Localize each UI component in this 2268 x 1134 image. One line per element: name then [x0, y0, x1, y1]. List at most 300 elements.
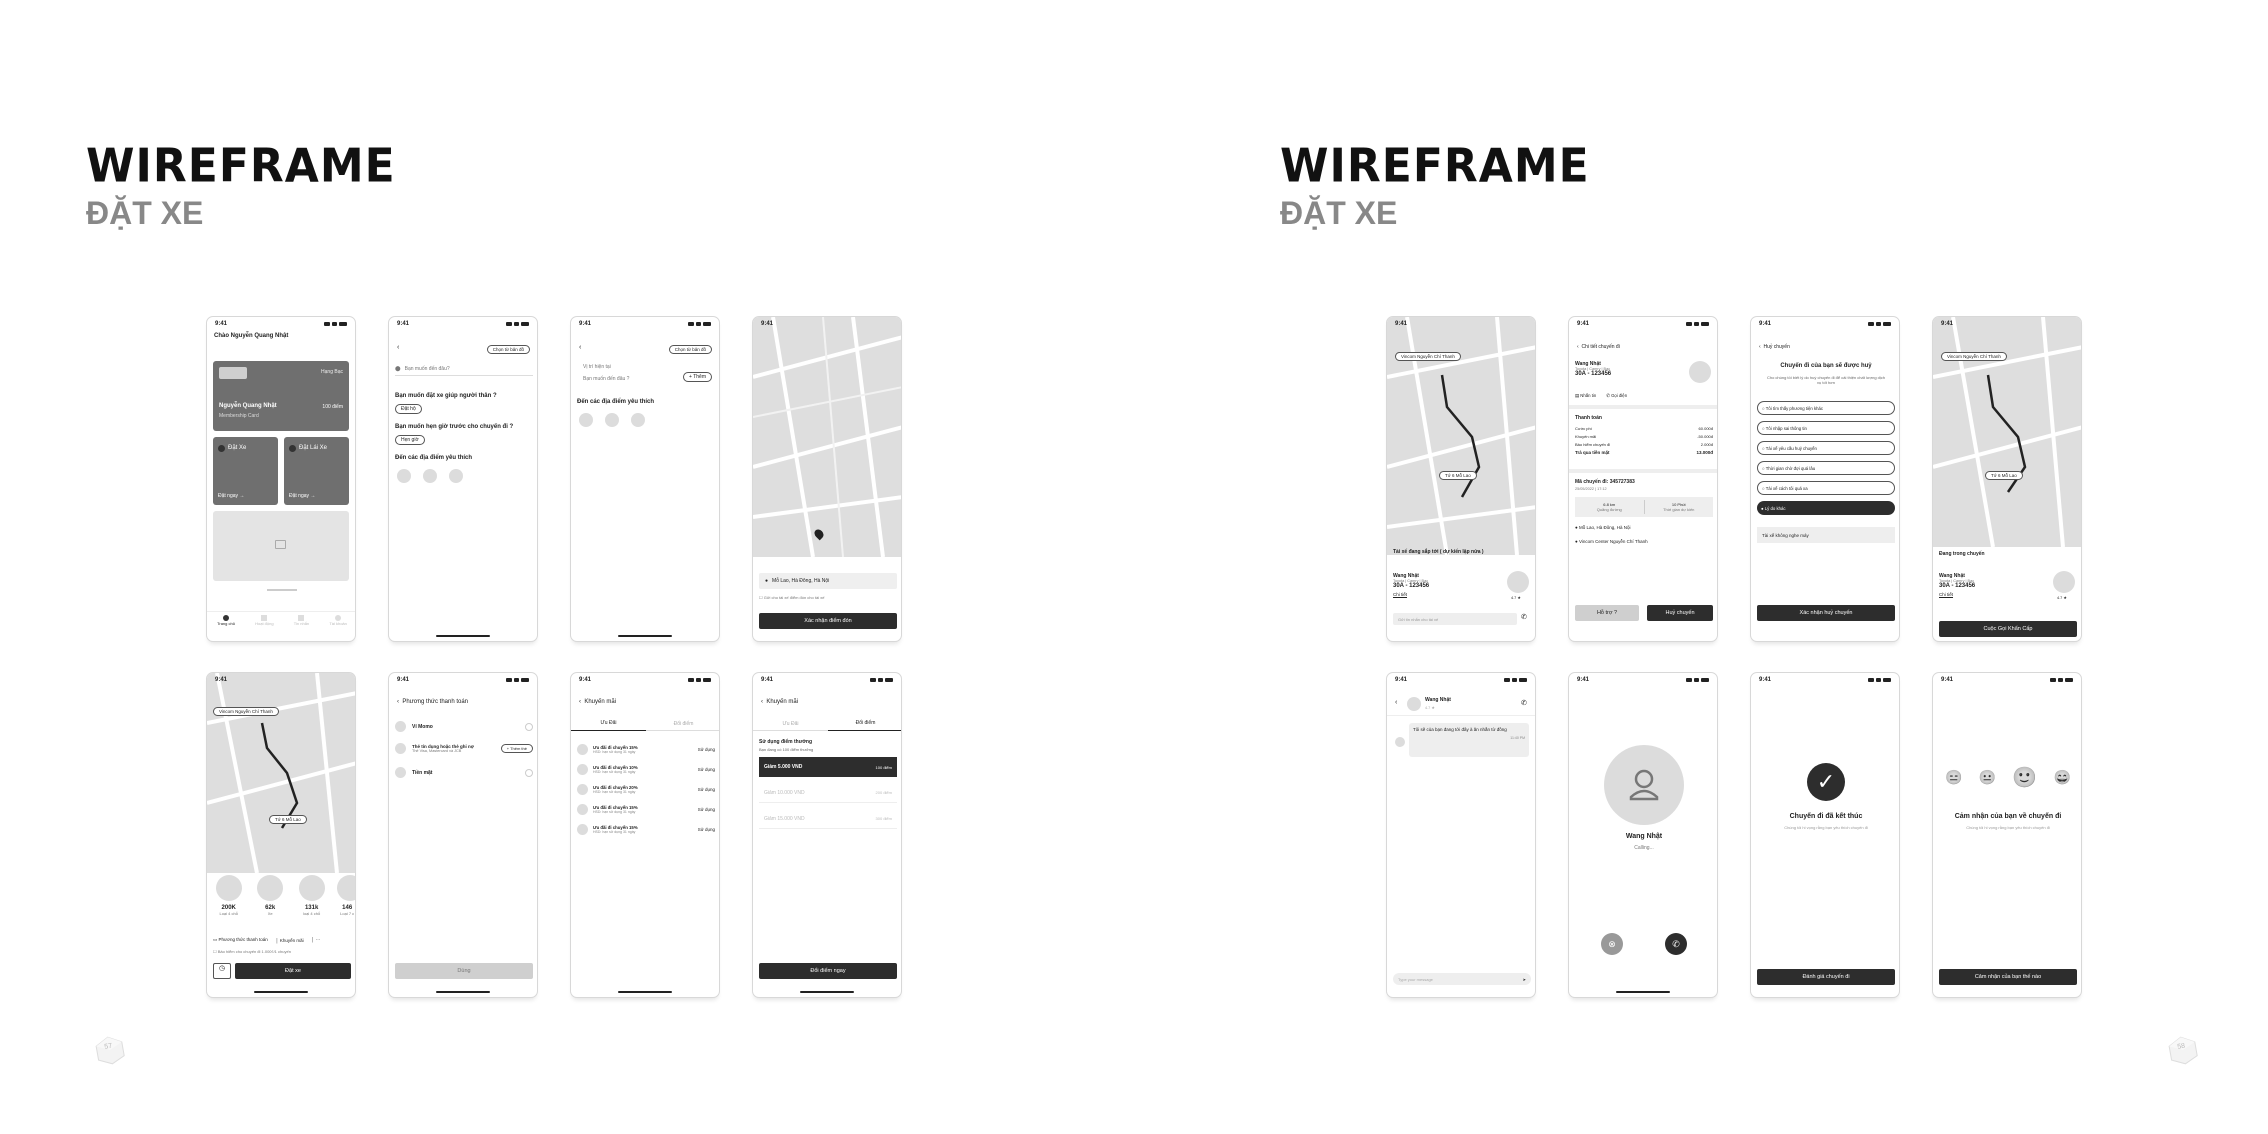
status-time: 9:41 [215, 321, 228, 327]
booking-options [213, 937, 320, 943]
work-place-icon[interactable] [605, 413, 619, 427]
payment-option-label: Phương thức thanh toán [218, 937, 268, 942]
favorites-heading: Đến các địa điểm yêu thích [395, 455, 473, 461]
message-time: 11:40 PM [1510, 736, 1525, 740]
reason-label: Thời gian chờ đợi quá lâu [1765, 465, 1816, 471]
total-label: Trả qua tiền mặt [1575, 450, 1610, 455]
origin-chip[interactable]: Vincom Nguyễn Chí Thanh [1941, 352, 2007, 361]
detail-header [1577, 344, 1620, 350]
fee-value: -50.000đ [1697, 433, 1713, 439]
driver-info [1393, 573, 1429, 597]
reason-label: Tôi nhập sai thông tin [1765, 425, 1807, 431]
status-time: 9:41 [1395, 321, 1408, 327]
driver-avatar [2053, 571, 2075, 593]
back-icon[interactable]: ‹ [761, 699, 763, 705]
reason-option[interactable]: ○ Tôi nhập sai thông tin [1757, 421, 1895, 435]
emoji-expressionless-icon[interactable]: 😑 [1945, 769, 1963, 785]
status-time: 9:41 [215, 677, 228, 683]
confirm-pickup-button[interactable]: Xác nhận điểm đón [759, 613, 897, 629]
vehicle-option[interactable] [213, 875, 244, 916]
emoji-happy-icon[interactable]: 😄 [2053, 769, 2071, 785]
map-view[interactable] [207, 673, 356, 873]
back-icon[interactable]: ‹ [1759, 344, 1761, 350]
back-icon[interactable]: ‹ [397, 344, 400, 351]
cancel-trip-button[interactable]: Huỷ chuyến [1647, 605, 1713, 621]
book-for-other-chip[interactable]: Đặt hộ [395, 404, 422, 414]
left-title: WIREFRAME [86, 139, 396, 194]
vehicle-option[interactable] [337, 875, 356, 916]
vehicle-type: Xe [267, 911, 273, 916]
member-name: Nguyễn Quang Nhật [219, 403, 277, 409]
redeem-option-points: 200 điểm [875, 790, 892, 795]
done-sub: Chúng tôi hi vọng rằng bạn yêu thích chuyến đi [1784, 825, 1868, 830]
emergency-call-button[interactable]: Cuộc Gọi Khẩn Cấp [1939, 621, 2077, 637]
message-placeholder: Type your message [1398, 976, 1433, 982]
emoji-smile-icon[interactable]: 🙂 [2012, 767, 2038, 789]
right-title: WIREFRAME [1280, 139, 1590, 194]
promo-item-sub: HSD: hạn sử dụng 31 ngày [593, 809, 636, 814]
tab-activity-label: Hoạt động [255, 621, 274, 626]
driver-icon [289, 445, 296, 452]
pin-icon: ● [765, 578, 769, 584]
membership-card[interactable] [213, 361, 349, 431]
promo-list [577, 739, 715, 839]
status-time: 9:41 [1941, 677, 1954, 683]
route-screen [570, 316, 720, 642]
vehicle-price: 146 [342, 905, 353, 911]
car-icon [218, 445, 225, 452]
cancel-heading: Chuyến đi của bạn sẽ được huỷ [1780, 363, 1872, 369]
redeem-title: Khuyến mãi [766, 699, 799, 705]
status-icons [1686, 678, 1709, 682]
call-screen [1568, 672, 1718, 998]
right-subtitle: ĐẶT XE [1280, 195, 1398, 231]
detail-link[interactable]: Chi tiết [1393, 592, 1408, 597]
back-icon[interactable]: ‹ [1577, 344, 1579, 350]
add-stop-button[interactable]: + Thêm [683, 372, 712, 382]
trip-from: ● Mỗ Lao, Hà Đông, Hà Nội [1575, 525, 1631, 530]
promo-header [579, 699, 616, 705]
map-view[interactable] [753, 317, 902, 557]
confirm-cancel-button[interactable]: Xác nhận huỷ chuyến [1757, 605, 1895, 621]
use-promo-button[interactable]: Sử dụng [697, 786, 715, 792]
destination-chip[interactable]: Tớ 6 Mỗ Lao [1985, 471, 2023, 480]
status-time: 9:41 [1395, 677, 1408, 683]
phone-icon[interactable]: ✆ [1521, 700, 1527, 707]
status-time: 9:41 [579, 677, 592, 683]
status-time: 9:41 [397, 677, 410, 683]
promo-item[interactable] [577, 779, 715, 799]
left-subtitle: ĐẶT XE [86, 195, 204, 231]
check-icon: ✓ [1807, 763, 1845, 801]
promo-item-title: Ưu đãi đi chuyến 15% [593, 744, 638, 750]
service-car-label: Đặt Xe [228, 445, 247, 451]
trip-to-text: Vincom Center Nguyễn Chí Thanh [1578, 539, 1648, 544]
redeem-screen [752, 672, 902, 998]
payment-option[interactable]: ▭ Phương thức thanh toán [213, 937, 268, 942]
status-icons [870, 678, 893, 682]
message-input[interactable] [1393, 973, 1531, 985]
promo-option[interactable]: │ Khuyến mãi [275, 937, 304, 943]
cancel-screen [1750, 316, 1900, 642]
status-icons [506, 678, 529, 682]
other-reason-text: Tài xế không nghe máy [1762, 532, 1809, 538]
status-icons [688, 322, 711, 326]
driver-avatar [1689, 361, 1711, 383]
promo-item-title: Ưu đãi đi chuyến 15% [593, 824, 638, 830]
tab-redeem[interactable]: Đổi điểm [673, 720, 694, 727]
detail-link[interactable]: Chi tiết [1939, 592, 1954, 597]
chat-rating: 4.7 ★ [1425, 706, 1435, 710]
promo-item[interactable] [577, 799, 715, 819]
tab-home[interactable] [217, 612, 235, 633]
duration-value: 10 Phút [1671, 502, 1686, 507]
tab-activity[interactable] [255, 612, 273, 633]
fee-row [1575, 440, 1713, 448]
schedule-clock-icon[interactable]: ◷ [213, 963, 231, 979]
radio[interactable] [525, 769, 533, 777]
insurance-checkbox[interactable]: ☐ Bảo hiểm cho chuyến đi 1.000₫/1 chuyến [213, 949, 291, 954]
greeting: Chào Nguyễn Quang Nhật [214, 333, 289, 339]
reason-option-selected[interactable]: ● Lý do khác [1757, 501, 1895, 515]
reason-option[interactable]: ○ Tài xế cách tôi quá xa [1757, 481, 1895, 495]
driver-car: Toyota | Camry | Bạc [1393, 579, 1429, 583]
chat-name: Wang Nhật [1425, 697, 1451, 703]
sender-avatar [1395, 737, 1405, 747]
status-icons [688, 678, 711, 682]
driver-info [1939, 573, 1975, 597]
vehicle-price: 62k [265, 905, 276, 911]
redeem-option[interactable] [759, 783, 897, 803]
redeem-option[interactable] [759, 809, 897, 829]
driver-rating: 4.7 ★ [2057, 596, 2067, 600]
fee-label: Khuyến mãi [1575, 433, 1597, 439]
reason-option[interactable]: ○ Tôi tìm thấy phương tiện khác [1757, 401, 1895, 415]
cancel-title: Huỷ chuyến [1763, 344, 1790, 350]
driver-name: Wang Nhật [1575, 361, 1601, 367]
call-label: Gọi điện [1611, 393, 1628, 398]
duration-label: Thời gian dự kiến [1663, 507, 1695, 512]
service-driver-label: Đặt Lái Xe [299, 445, 328, 451]
tab-account[interactable] [329, 612, 347, 633]
tab-home-label: Trang chủ [217, 621, 235, 626]
chat-screen [1386, 672, 1536, 998]
promo-item-title: Ưu đãi đi chuyến 20% [593, 784, 638, 790]
submit-rating-button[interactable]: Cảm nhận của bạn thế nào [1939, 969, 2077, 985]
redeem-option-label: Giảm 10.000 VND [764, 789, 805, 796]
vehicle-type: Loại 7 c [340, 911, 355, 916]
status-time: 9:41 [579, 321, 592, 327]
promo-item-sub: HSD: hạn sử dụng 31 ngày [593, 789, 636, 794]
status-time: 9:41 [761, 321, 774, 327]
card-sub: Thẻ Visa, Mastercard và JCB [412, 749, 462, 753]
promo-item[interactable] [577, 739, 715, 759]
home-indicator [254, 991, 308, 994]
payment-screen [388, 672, 538, 998]
driver-car: Toyota | Camry | Bạc [1939, 579, 1975, 583]
home-indicator [1616, 991, 1670, 994]
home-indicator [618, 991, 672, 994]
trip-status: Tài xế đang sắp tới ( dự kiến lập nửa ) [1393, 549, 1484, 555]
message-label: Nhắn tin [1580, 393, 1597, 398]
pickup-address[interactable] [759, 573, 897, 589]
status-time: 9:41 [1941, 321, 1954, 327]
pickup-note[interactable]: ☐ Gửi cho tài xế điểm đón cho tài xế [759, 595, 825, 600]
trip-done-screen [1750, 672, 1900, 998]
use-button[interactable]: Dùng [395, 963, 533, 979]
back-icon[interactable]: ‹ [397, 699, 399, 705]
home-indicator [436, 635, 490, 638]
redeem-heading: Sử dụng điểm thưởng [759, 739, 813, 745]
back-icon[interactable]: ‹ [1395, 699, 1398, 706]
cancel-header [1759, 344, 1790, 350]
radio[interactable] [525, 723, 533, 731]
payment-option-cash[interactable] [395, 767, 533, 778]
emoji-neutral-icon[interactable]: 😐 [1978, 769, 1997, 785]
trip-to: ● Vincom Center Nguyễn Chí Thanh [1575, 539, 1648, 544]
image-placeholder-icon [275, 540, 286, 549]
fee-label: Cước phí [1575, 425, 1592, 431]
cash-label: Tiền mặt [412, 769, 433, 776]
card-label: Thẻ tín dụng hoặc thẻ ghi nợ [412, 744, 474, 749]
bookmark-place-icon[interactable] [631, 413, 645, 427]
card-label: Membership Card [219, 413, 259, 419]
license-plate: 30A - 123456 [1575, 371, 1612, 377]
trip-code: Mã chuyến đi: 345727383 [1575, 479, 1635, 485]
payment-option-momo[interactable] [395, 721, 533, 732]
message-bubble [1409, 723, 1529, 757]
call-status: Calling... [1634, 845, 1654, 851]
reason-option[interactable]: ○ Tài xế yêu cầu huỷ chuyến [1757, 441, 1895, 455]
service-driver-cta[interactable]: Đặt ngay → [289, 493, 316, 499]
reason-option[interactable]: ○ Thời gian chờ đợi quá lâu [1757, 461, 1895, 475]
question-schedule: Bạn muốn hẹn giờ trước cho chuyến đi ? [395, 424, 514, 430]
message-text: Tôi sẽ của bạn đang tới đây à ăn nhắn từ đồng [1413, 727, 1507, 732]
card-icon [395, 743, 406, 754]
pickup-address-text: Mỗ Lao, Hà Đông, Hà Nội [772, 578, 830, 584]
promo-screen [570, 672, 720, 998]
page-number-right: 58 [2176, 1042, 2186, 1051]
message-button[interactable]: ▤ Nhắn tin [1575, 393, 1597, 398]
vehicle-options [213, 875, 356, 916]
home-indicator [800, 991, 854, 994]
status-icons [506, 322, 529, 326]
fee-label: Bảo hiểm chuyến đi [1575, 441, 1611, 447]
trip-stats [1575, 497, 1713, 517]
service-car-cta[interactable]: Đặt ngay → [218, 493, 245, 499]
license-plate: 30A - 123456 [1939, 583, 1976, 589]
destination-placeholder: Bạn muốn đến đâu? [404, 365, 450, 372]
fee-value: 60.000đ [1698, 425, 1713, 431]
book-button[interactable]: Đặt xe [235, 963, 351, 979]
schedule-chip[interactable]: Hẹn giờ [395, 435, 425, 445]
tab-offers[interactable]: Ưu Đãi [571, 717, 646, 731]
tracking-screen [1386, 316, 1536, 642]
use-promo-button[interactable]: Sử dụng [697, 826, 715, 832]
add-card-button[interactable]: + Thêm thẻ [501, 744, 533, 753]
trip-detail-screen [1568, 316, 1718, 642]
status-time: 9:41 [761, 677, 774, 683]
fee-row [1575, 424, 1713, 432]
call-button[interactable]: ✆ Gọi điện [1606, 393, 1628, 398]
caller-name: Wang Nhật [1625, 833, 1663, 840]
origin-chip[interactable]: Vincom Nguyễn Chí Thanh [1395, 352, 1461, 361]
tab-offers[interactable]: Ưu Đãi [782, 720, 799, 727]
tab-messages[interactable] [294, 612, 309, 633]
payment-option-card[interactable] [395, 743, 533, 754]
redeem-tabs [753, 717, 902, 731]
payment-header [397, 699, 468, 705]
route-to[interactable]: Bạn muốn đến đâu ? [583, 376, 630, 382]
page-cube-right [2166, 1033, 2201, 1068]
work-place-icon[interactable] [423, 469, 437, 483]
person-icon [1604, 745, 1684, 825]
destination-chip[interactable]: Tớ 6 Mỗ Lao [269, 815, 307, 824]
divider [1387, 715, 1536, 716]
vehicle-price: 131k [304, 905, 319, 911]
promo-item-sub: HSD: hạn sử dụng 31 ngày [593, 749, 636, 754]
use-promo-button[interactable]: Sử dụng [697, 806, 715, 812]
send-icon[interactable]: ➤ [1522, 976, 1526, 982]
driver-car: Toyota | Camry | Bạc [1575, 367, 1611, 371]
use-promo-button[interactable]: Sử dụng [697, 766, 715, 772]
banner-image[interactable] [213, 511, 349, 581]
status-icons [2050, 678, 2073, 682]
rate-heading: Cảm nhận của bạn về chuyến đi [1954, 813, 2062, 820]
momo-icon [395, 721, 406, 732]
divider [1569, 469, 1718, 473]
page-number-left: 57 [103, 1042, 113, 1051]
map-chip[interactable]: Chọn từ bản đồ [669, 345, 712, 354]
payment-title: Phương thức thanh toán [402, 699, 469, 705]
promo-item[interactable] [577, 819, 715, 839]
favorites-heading: Đến các địa điểm yêu thích [577, 399, 655, 405]
driver-rating: 4.7 ★ [1511, 596, 1521, 600]
emoji-row [1933, 765, 2082, 790]
rate-trip-button[interactable]: Đánh giá chuyến đi [1757, 969, 1895, 985]
destination-input[interactable] [395, 362, 533, 376]
tab-redeem[interactable]: Đổi điểm [828, 717, 902, 731]
chat-input[interactable] [1393, 613, 1517, 625]
pin-icon: ⬤ [395, 365, 401, 372]
redeem-header [761, 699, 798, 705]
destination-chip[interactable]: Tớ 6 Mỗ Lao [1439, 471, 1477, 480]
vehicle-option[interactable] [296, 875, 327, 916]
status-icons [324, 322, 347, 326]
redeem-option[interactable] [759, 757, 897, 777]
trip-date: 25/05/2022 | 17:12 [1575, 487, 1607, 491]
route-from[interactable]: Vị trí hiện tại [583, 364, 611, 370]
status-time: 9:41 [1577, 677, 1590, 683]
promo-title: Khuyến mãi [584, 699, 617, 705]
points-balance: Bạn đang có 100 điểm thưởng [759, 747, 814, 752]
promo-tabs [571, 717, 720, 731]
vehicle-type: loại 4 chỗ [303, 911, 321, 916]
destination-screen [388, 316, 538, 642]
status-time: 9:41 [1759, 321, 1772, 327]
reason-label: Lý do khác [1764, 505, 1786, 511]
redeem-option-points: 100 điểm [875, 764, 892, 770]
carousel-dots [267, 589, 297, 591]
service-driver[interactable] [284, 437, 349, 505]
tab-account-label: Tài khoản [329, 621, 347, 626]
promo-item[interactable] [577, 759, 715, 779]
reason-label: Tài xế cách tôi quá xa [1765, 485, 1808, 491]
detail-title: Chi tiết chuyến đi [1581, 344, 1620, 350]
status-icons [1504, 678, 1527, 682]
bookmark-place-icon[interactable] [449, 469, 463, 483]
more-icon[interactable]: │ ⋯ [311, 937, 321, 942]
status-icons [1868, 678, 1891, 682]
driver-name: Wang Nhật [1393, 573, 1419, 579]
tier: Hạng Bạc [321, 369, 343, 375]
chat-placeholder: Gửi tin nhắn cho tài xế [1398, 616, 1439, 622]
help-button[interactable]: Hỗ trợ ? [1575, 605, 1639, 621]
origin-chip[interactable]: Vincom Nguyễn Chí Thanh [213, 707, 279, 716]
back-icon[interactable]: ‹ [579, 344, 582, 351]
home-place-icon[interactable] [397, 469, 411, 483]
total-value: 13.000đ [1696, 450, 1713, 455]
card-logo [219, 367, 247, 379]
other-reason-input[interactable] [1757, 527, 1895, 543]
bottom-tab-bar [207, 611, 356, 633]
page-cube-left [93, 1033, 128, 1068]
payment-summary [1575, 415, 1713, 457]
status-icons [1686, 322, 1709, 326]
momo-label: Ví Momo [412, 723, 433, 730]
end-call-icon[interactable]: ⊗ [1601, 933, 1623, 955]
distance-label: Quãng đường [1596, 507, 1622, 512]
reason-label: Tôi tìm thấy phương tiện khác [1765, 405, 1824, 411]
back-icon[interactable]: ‹ [579, 699, 581, 705]
insurance-label: Bảo hiểm cho chuyến đi 1.000₫/1 chuyến [217, 949, 291, 954]
trip-status: Đang trong chuyến [1939, 551, 1985, 557]
driver-avatar [1507, 571, 1529, 593]
reason-list [1757, 401, 1895, 515]
booking-screen [206, 672, 356, 998]
driver-avatar [1407, 697, 1421, 711]
pickup-screen [752, 316, 902, 642]
vehicle-price: 200K [221, 905, 236, 911]
status-time: 9:41 [1759, 677, 1772, 683]
home-place-icon[interactable] [579, 413, 593, 427]
favorite-places [397, 469, 463, 483]
home-indicator [618, 635, 672, 638]
home-screen [206, 316, 356, 642]
caller-avatar [1604, 745, 1684, 825]
fee-value: 2.000đ [1700, 441, 1713, 447]
call-phone-icon[interactable]: ✆ [1665, 933, 1687, 955]
redeem-option-label: Giảm 15.000 VND [764, 815, 805, 822]
vehicle-option[interactable] [254, 875, 285, 916]
member-points: 100 điểm [322, 404, 343, 410]
cancel-sub: Cho chúng tôi biết lý do huỷ chuyến đi để cải thiện chất lượng dịch vụ tốt hơn [1766, 375, 1886, 385]
service-car[interactable] [213, 437, 278, 505]
license-plate: 30A - 123456 [1393, 583, 1430, 589]
total-row [1575, 448, 1713, 457]
promo-item-sub: HSD: hạn sử dụng 31 ngày [593, 829, 636, 834]
question-book-for-other: Bạn muốn đặt xe giúp người thân ? [395, 393, 497, 399]
driver-info [1575, 361, 1611, 377]
contact-actions [1575, 393, 1627, 399]
use-promo-button[interactable]: Sử dụng [697, 746, 715, 752]
rating-screen [1932, 672, 2082, 998]
phone-icon[interactable]: ✆ [1521, 614, 1527, 621]
rate-sub: Chúng tôi hi vọng rằng bạn yêu thích chuyến đi [1966, 825, 2050, 830]
distance-value: 6.8 km [1603, 502, 1616, 507]
map-chip[interactable]: Chọn từ bản đồ [487, 345, 530, 354]
redeem-button[interactable]: Đổi điểm ngay [759, 963, 897, 979]
